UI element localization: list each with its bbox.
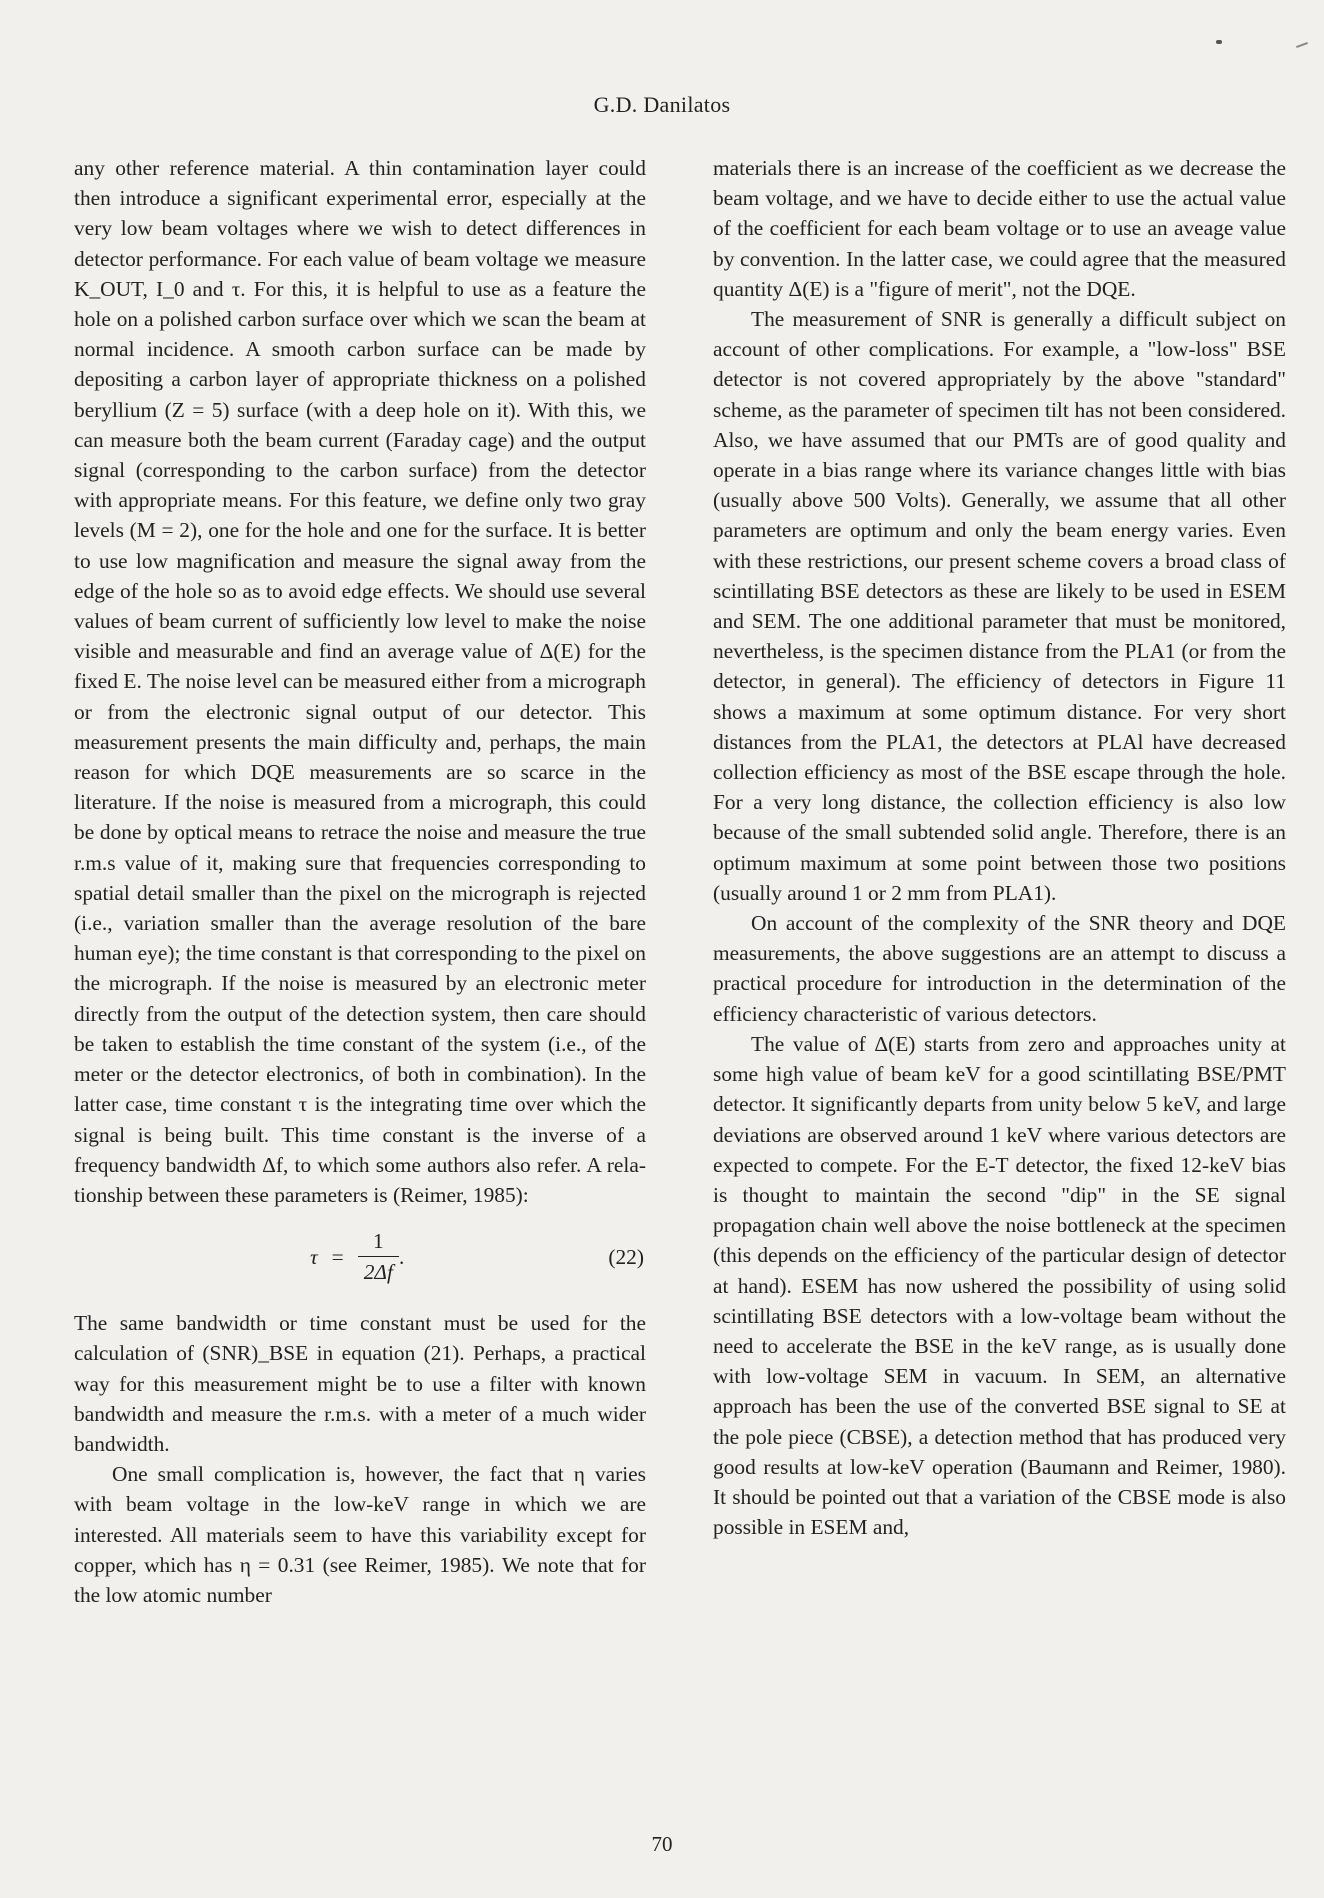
page-number: 70 <box>651 1832 673 1856</box>
paragraph: The value of Δ(E) starts from zero and approaches unity at some high value of beam keV for a good scintillating BSE/PMT detector. It significantly departs from unity below 5 keV, and large deviations are observed around 1 keV where various detectors are expected to compete. For the E-T detector, the fixed 12-keV bias is thought to maintain the second "dip" in the SE signal propagation chain well above the noise bottleneck at the specimen (this depends on the efficiency of the particular design of detector at hand). ESEM has now ushered the possibility of using solid scintillating BSE detectors with a low-voltage beam without the need to accelerate the BSE in the keV range, as is usually done with low-voltage SEM in vacuum. In SEM, an alternative approach has been the use of the converted BSE signal to SE at the pole piece (CBSE), a detection method that has produced very good results at low-keV operation (Baumann and Reimer, 1980). It should be pointed out that a variation of the CBSE mode is also possible in ESEM and, <box>713 1031 1286 1540</box>
equation-number: (22) <box>608 1245 644 1270</box>
equation-lhs: τ <box>310 1244 318 1269</box>
paragraph: On account of the complexity of the SNR theory and DQE measurements, the above suggestions are an attempt to discuss a practical procedure for introduction in the determination of the efficiency characteristic of various detectors. <box>713 911 1286 1026</box>
equation-numerator: 1 <box>372 1229 384 1254</box>
left-column <box>74 153 646 1610</box>
paragraph: The same bandwidth or time constant must be used for the calculation of (SNR)_BSE in equation (21). Perhaps, a practical way for this measurement might be to use a filter with known bandwidth and measure the r.m.s. with a meter of a much wider bandwidth. <box>74 1311 646 1456</box>
paragraph: The measurement of SNR is generally a difficult subject on account of other complications. For example, a "low-loss" BSE detector is not covered appropriately by the above "standard" scheme, as the parameter of specimen tilt has not been considered. Also, we have assumed that our PMTs are of good quality and operate in a bias range where its variance changes little with bias (usually above 500 Volts). Generally, we assume that all other parameters are optimum and only the beam energy varies. Even with these restrictions, our present scheme covers a broad class of scintillating BSE detectors as these are likely to be used in ESEM and SEM. The one additional parameter that must be monitored, nevertheless, is the specimen distance from the PLA1 (or from the detector, in general). The efficiency of detectors in Figure 11 shows a maximum at some optimum distance. For very short distances from the PLA1, the detectors at PLAl have decreased collection efficiency as most of the BSE escape through the hole. For a very long distance, the collection efficiency is also low because of the small subtended solid angle. Therefore, there is an optimum maximum at some point between those two positions (usually around 1 or 2 mm from PLA1). <box>713 307 1286 905</box>
right-column <box>713 153 1286 1542</box>
scan-speck <box>1216 40 1222 44</box>
equation-trailing: . <box>398 1244 405 1269</box>
paragraph: any other reference material. A thin contamination layer could then introduce a significant experimental error, especially at the very low beam voltages where we wish to detect differences in detector performance. For each value of beam voltage we measure K_OUT, I_0 and τ. For this, it is helpful to use as a feature the hole on a polished carbon surface over which we scan the beam at normal incidence. A smooth carbon surface can be made by depositing a carbon layer of appropriate thickness on a polished beryllium (Z = 5) surface (with a deep hole on it). With this, we can measure both the beam current (Faraday cage) and the output signal (corresponding to the carbon surface) from the detector with appropriate means. For this feature, we define only two gray levels (M = 2), one for the hole and one for the surface. It is better to use low magnification and measure the signal away from the edge of the hole so as to avoid edge effects. We should use several values of beam current of sufficiently low level to make the noise visible and measurable and find an average value of Δ(E) for the fixed E. The noise level can be measured either from a micrograph or from the electronic signal output of our detector. This measurement presents the main difficulty and, perhaps, the main reason for which DQE measurements are so scarce in the literature. If the noise is measured from a micrograph, this could be done by optical means to retrace the noise and measure the true r.m.s value of it, making sure that frequencies corresponding to spatial detail smaller than the pixel on the micrograph is rejected (i.e., variation smaller than the average resolution of the bare human eye); the time constant is that corresponding to the pixel on the micrograph. If the noise is measured by an electronic meter directly from the output of the detection system, then care should be taken to establish the time constant of the system (i.e., of the meter or the detector electronics, of both in combination). In the latter case, time constant τ is the integrating time over which the signal is being built. This time constant is the inverse of a frequency bandwidth Δf, to which some authors also refer. A relationship between these parameters is (Reimer, 1985): <box>74 156 646 1207</box>
equation-fraction <box>358 1226 399 1287</box>
equation-equals: = <box>331 1244 344 1269</box>
paragraph: One small complication is, however, the fact that η varies with beam voltage in the low-keV range in which we are interested. All materials seem to have this variability except for copper, which has η = 0.31 (see Reimer, 1985). We note that for the low atomic number <box>74 1462 646 1607</box>
equation-body <box>310 1226 404 1287</box>
paragraph: materials there is an increase of the coefficient as we decrease the beam voltage, and we have to decide either to use the actual value of the coefficient for each beam voltage or to use an aveage value by convention. In the latter case, we could agree that the measured quantity Δ(E) is a "figure of merit", not the DQE. <box>713 156 1286 301</box>
equation-denominator: 2Δf <box>358 1256 399 1287</box>
running-header: G.D. Danilatos <box>593 92 731 117</box>
equation-22 <box>74 1220 646 1298</box>
scan-speck <box>1296 42 1308 48</box>
